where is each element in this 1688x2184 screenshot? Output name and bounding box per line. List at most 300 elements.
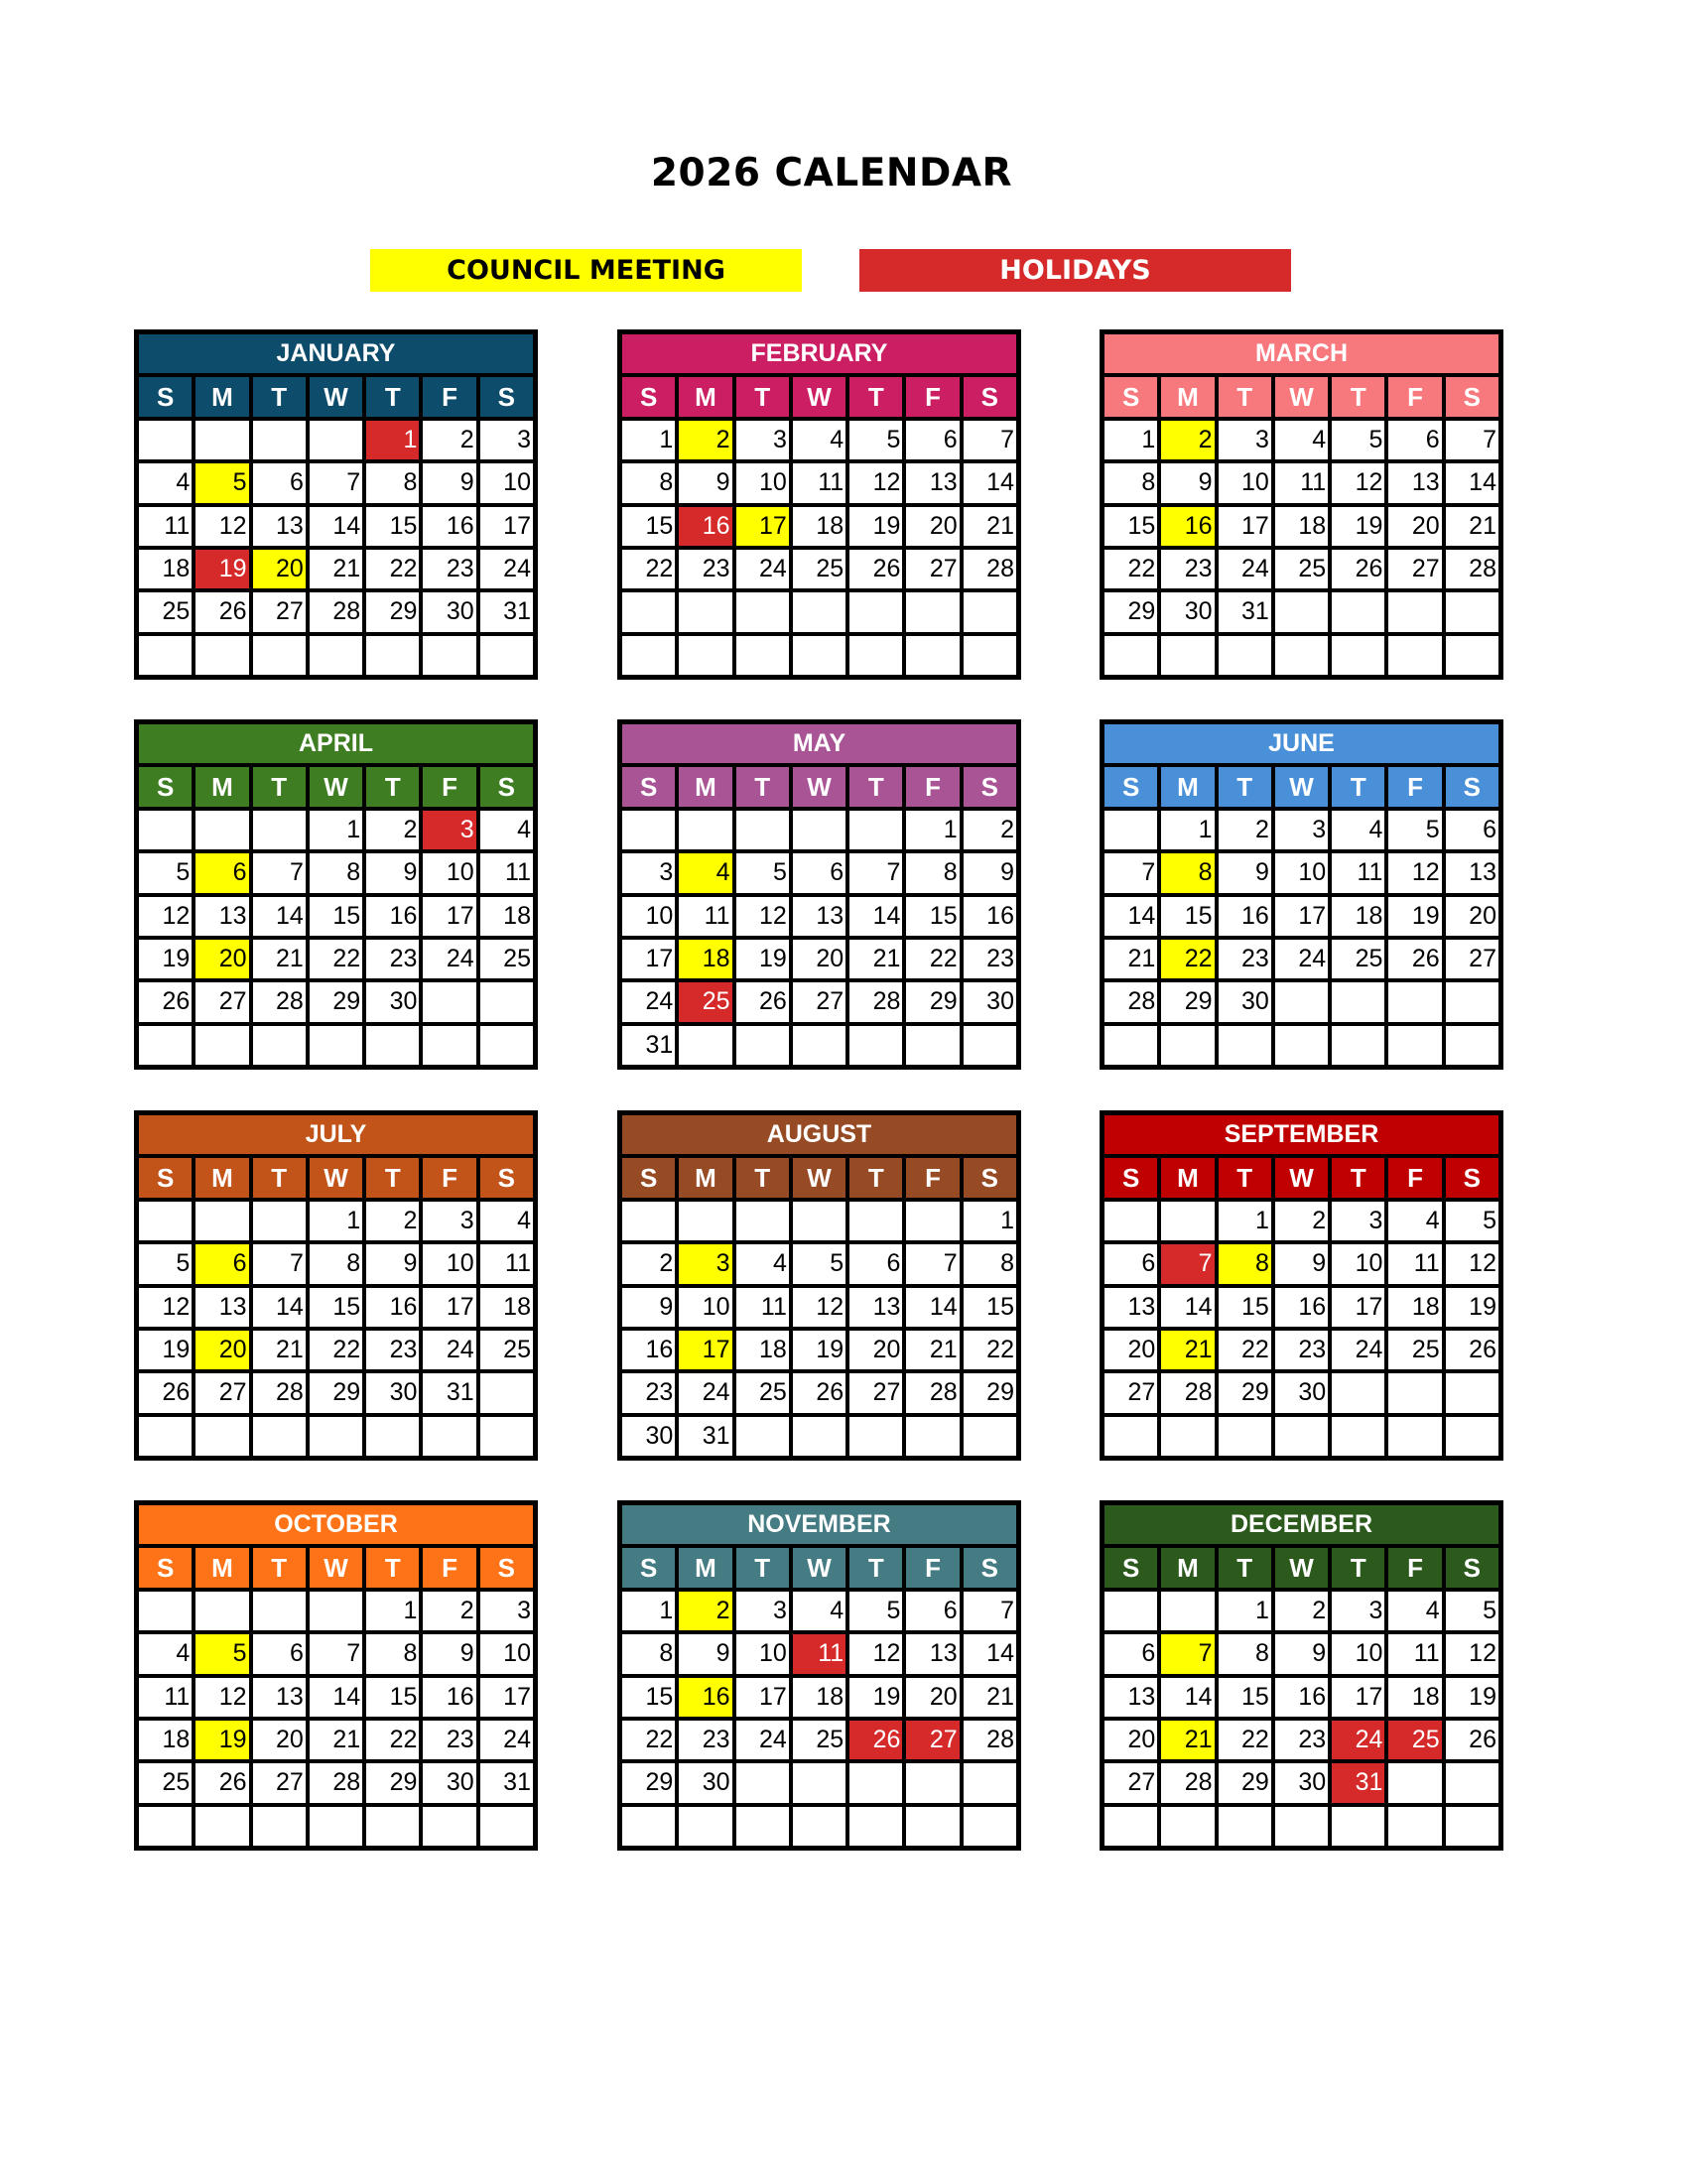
day-cell-empty	[1446, 1026, 1498, 1065]
day-cell: 12	[736, 897, 789, 936]
month-june	[1100, 719, 1503, 1070]
day-cell: 17	[423, 1288, 475, 1327]
day-cell: 24	[1219, 550, 1271, 588]
day-cell-empty	[423, 1807, 475, 1846]
day-cell: 26	[1388, 940, 1441, 978]
day-cell-empty	[964, 1807, 1016, 1846]
day-cell: 28	[964, 550, 1016, 588]
day-cell: 4	[1388, 1592, 1441, 1630]
weekday-label: S	[964, 767, 1016, 806]
day-cell: 5	[849, 421, 902, 459]
day-cell: 23	[964, 940, 1016, 978]
day-cell: 3	[1219, 421, 1271, 459]
day-cell: 17	[736, 1678, 789, 1717]
day-cell: 5	[1446, 1592, 1498, 1630]
day-cell: 3	[1275, 811, 1328, 849]
day-cell: 8	[1219, 1634, 1271, 1673]
day-cell: 28	[253, 1373, 306, 1412]
legend-holidays: HOLIDAYS	[859, 249, 1291, 292]
day-cell-empty	[622, 1807, 675, 1846]
day-cell-empty	[253, 1417, 306, 1456]
weekday-label: F	[423, 767, 475, 806]
weekday-label: T	[253, 1158, 306, 1197]
day-cell-empty	[1161, 1592, 1214, 1630]
day-cell-empty	[253, 1202, 306, 1240]
weekday-label: M	[195, 377, 248, 416]
day-cell: 30	[1275, 1763, 1328, 1802]
day-cell: 15	[1219, 1288, 1271, 1327]
day-cell-empty	[423, 1026, 475, 1065]
day-cell-empty	[1388, 1373, 1441, 1412]
day-cell: 30	[1275, 1373, 1328, 1412]
day-cell: 9	[366, 853, 419, 892]
day-cell-empty	[1446, 1373, 1498, 1412]
day-cell: 2	[423, 421, 475, 459]
day-cell: 5	[793, 1244, 845, 1283]
day-cell: 6	[1446, 811, 1498, 849]
day-cell-empty	[195, 421, 248, 459]
day-cell-empty	[139, 1417, 192, 1456]
day-cell: 13	[849, 1288, 902, 1327]
weekday-label: S	[1104, 767, 1157, 806]
day-cell-empty	[849, 636, 902, 675]
day-cell: 29	[964, 1373, 1016, 1412]
day-cell: 10	[622, 897, 675, 936]
day-cell: 25	[1388, 1331, 1441, 1369]
day-cell: 9	[1275, 1634, 1328, 1673]
weekday-label: S	[1446, 1158, 1498, 1197]
day-cell-council-meeting: 6	[195, 1244, 248, 1283]
weekday-label: T	[1219, 1548, 1271, 1587]
day-cell-empty	[1332, 1026, 1384, 1065]
day-cell-empty	[310, 1592, 362, 1630]
day-cell: 20	[906, 1678, 959, 1717]
weekday-label: T	[849, 377, 902, 416]
day-cell: 1	[1219, 1202, 1271, 1240]
day-cell-empty	[1388, 1763, 1441, 1802]
day-cell: 3	[480, 1592, 533, 1630]
day-cell: 31	[480, 592, 533, 631]
day-cell: 3	[423, 1202, 475, 1240]
day-cell: 21	[964, 507, 1016, 546]
day-cell-empty	[1446, 592, 1498, 631]
day-cell: 17	[1332, 1678, 1384, 1717]
weekday-label: S	[1446, 767, 1498, 806]
day-cell: 8	[622, 463, 675, 502]
day-cell: 18	[1275, 507, 1328, 546]
day-cell: 14	[849, 897, 902, 936]
day-cell: 13	[1446, 853, 1498, 892]
day-cell: 26	[849, 550, 902, 588]
day-cell-empty	[195, 636, 248, 675]
day-cell: 29	[1161, 982, 1214, 1021]
day-cell-empty	[736, 1417, 789, 1456]
day-cell: 3	[1332, 1592, 1384, 1630]
day-cell: 21	[906, 1331, 959, 1369]
day-cell: 21	[253, 940, 306, 978]
day-cell-empty	[1388, 636, 1441, 675]
day-cell: 14	[1104, 897, 1157, 936]
day-cell: 23	[1275, 1721, 1328, 1759]
day-cell: 23	[622, 1373, 675, 1412]
weekday-label: S	[964, 377, 1016, 416]
day-cell: 13	[1388, 463, 1441, 502]
day-cell: 12	[1332, 463, 1384, 502]
day-cell: 25	[1332, 940, 1384, 978]
day-cell: 22	[366, 1721, 419, 1759]
day-cell-empty	[1275, 982, 1328, 1021]
day-cell: 14	[253, 1288, 306, 1327]
day-cell: 23	[1275, 1331, 1328, 1369]
day-cell: 19	[849, 507, 902, 546]
day-cell-holiday: 31	[1332, 1763, 1384, 1802]
day-cell: 24	[1332, 1331, 1384, 1369]
day-cell-empty	[1104, 636, 1157, 675]
day-cell-empty	[253, 1026, 306, 1065]
day-cell: 4	[480, 1202, 533, 1240]
month-november	[617, 1500, 1021, 1851]
weekday-label: F	[906, 767, 959, 806]
day-cell-council-meeting: 18	[679, 940, 731, 978]
day-cell: 31	[622, 1026, 675, 1065]
day-cell: 9	[622, 1288, 675, 1327]
weekday-label: M	[679, 767, 731, 806]
day-cell: 1	[366, 1592, 419, 1630]
day-cell-empty	[1104, 1592, 1157, 1630]
day-cell-council-meeting: 17	[679, 1331, 731, 1369]
weekday-label: S	[622, 377, 675, 416]
day-cell-empty	[139, 1592, 192, 1630]
day-cell-council-meeting: 7	[1161, 1634, 1214, 1673]
weekday-label: S	[139, 377, 192, 416]
month-header: AUGUST	[622, 1115, 1016, 1154]
day-cell: 9	[1219, 853, 1271, 892]
weekday-label: F	[423, 377, 475, 416]
day-cell: 25	[793, 1721, 845, 1759]
day-cell-empty	[1332, 1807, 1384, 1846]
day-cell: 15	[622, 1678, 675, 1717]
weekday-label: W	[793, 767, 845, 806]
day-cell: 7	[253, 853, 306, 892]
day-cell: 16	[1219, 897, 1271, 936]
day-cell: 6	[1104, 1634, 1157, 1673]
month-july	[134, 1110, 538, 1461]
weekday-label: S	[480, 1548, 533, 1587]
day-cell-empty	[195, 1202, 248, 1240]
day-cell-council-meeting: 2	[679, 1592, 731, 1630]
day-cell-empty	[1219, 1417, 1271, 1456]
day-cell-empty	[736, 811, 789, 849]
day-cell-council-meeting: 5	[195, 463, 248, 502]
day-cell: 23	[366, 940, 419, 978]
day-cell: 7	[310, 1634, 362, 1673]
day-cell: 8	[964, 1244, 1016, 1283]
day-cell-empty	[1446, 1763, 1498, 1802]
day-cell: 29	[906, 982, 959, 1021]
day-cell-empty	[622, 592, 675, 631]
weekday-label: T	[736, 767, 789, 806]
day-cell: 27	[1446, 940, 1498, 978]
day-cell-empty	[1219, 1807, 1271, 1846]
weekday-label: S	[1104, 1158, 1157, 1197]
day-cell: 1	[1104, 421, 1157, 459]
day-cell: 18	[793, 507, 845, 546]
day-cell: 13	[793, 897, 845, 936]
day-cell: 20	[253, 1721, 306, 1759]
day-cell-empty	[964, 1417, 1016, 1456]
day-cell-empty	[964, 1763, 1016, 1802]
weekday-label: T	[849, 1158, 902, 1197]
day-cell: 20	[1388, 507, 1441, 546]
day-cell: 24	[622, 982, 675, 1021]
day-cell: 24	[679, 1373, 731, 1412]
weekday-label: S	[1104, 377, 1157, 416]
day-cell-empty	[1104, 811, 1157, 849]
weekday-label: S	[1104, 1548, 1157, 1587]
day-cell: 13	[195, 1288, 248, 1327]
day-cell-empty	[622, 636, 675, 675]
day-cell: 8	[1104, 463, 1157, 502]
day-cell: 19	[139, 940, 192, 978]
day-cell: 8	[622, 1634, 675, 1673]
day-cell: 21	[1104, 940, 1157, 978]
month-header: MAY	[622, 724, 1016, 763]
day-cell: 21	[310, 550, 362, 588]
day-cell: 27	[253, 592, 306, 631]
day-cell: 22	[906, 940, 959, 978]
day-cell-empty	[622, 1202, 675, 1240]
day-cell: 6	[793, 853, 845, 892]
day-cell: 21	[1446, 507, 1498, 546]
day-cell: 10	[1219, 463, 1271, 502]
day-cell: 7	[253, 1244, 306, 1283]
day-cell: 28	[964, 1721, 1016, 1759]
day-cell: 18	[139, 550, 192, 588]
day-cell: 15	[310, 897, 362, 936]
day-cell: 8	[366, 1634, 419, 1673]
day-cell: 4	[139, 463, 192, 502]
day-cell-empty	[1104, 1417, 1157, 1456]
day-cell-empty	[1161, 1417, 1214, 1456]
day-cell-holiday: 19	[195, 550, 248, 588]
day-cell-empty	[736, 1763, 789, 1802]
day-cell: 10	[1332, 1244, 1384, 1283]
day-cell: 8	[310, 1244, 362, 1283]
legend-council-meeting: COUNCIL MEETING	[370, 249, 802, 292]
day-cell-empty	[1275, 636, 1328, 675]
month-october	[134, 1500, 538, 1851]
weekday-label: M	[679, 1158, 731, 1197]
day-cell-empty	[1388, 1417, 1441, 1456]
day-cell: 10	[1332, 1634, 1384, 1673]
day-cell: 10	[480, 463, 533, 502]
day-cell: 6	[1388, 421, 1441, 459]
month-header: JUNE	[1104, 724, 1498, 763]
day-cell: 16	[423, 507, 475, 546]
day-cell: 12	[195, 507, 248, 546]
day-cell: 28	[253, 982, 306, 1021]
day-cell: 22	[310, 940, 362, 978]
month-december	[1100, 1500, 1503, 1851]
day-cell: 26	[1446, 1331, 1498, 1369]
day-cell-empty	[139, 811, 192, 849]
month-august	[617, 1110, 1021, 1461]
day-cell-holiday: 25	[1388, 1721, 1441, 1759]
weekday-label: T	[849, 1548, 902, 1587]
day-cell-empty	[1219, 1026, 1271, 1065]
day-cell: 20	[1446, 897, 1498, 936]
day-cell: 31	[1219, 592, 1271, 631]
weekday-label: M	[1161, 767, 1214, 806]
day-cell: 11	[480, 853, 533, 892]
day-cell: 25	[480, 1331, 533, 1369]
day-cell-empty	[793, 811, 845, 849]
day-cell: 17	[480, 1678, 533, 1717]
month-header: FEBRUARY	[622, 334, 1016, 373]
day-cell-empty	[793, 1026, 845, 1065]
day-cell: 19	[1446, 1288, 1498, 1327]
day-cell-empty	[480, 1373, 533, 1412]
day-cell-holiday: 25	[679, 982, 731, 1021]
weekday-label: T	[1332, 377, 1384, 416]
weekday-label: T	[1219, 377, 1271, 416]
weekday-label: W	[1275, 767, 1328, 806]
day-cell-council-meeting: 16	[1161, 507, 1214, 546]
day-cell-empty	[849, 1202, 902, 1240]
day-cell-holiday: 26	[849, 1721, 902, 1759]
day-cell-council-meeting: 17	[736, 507, 789, 546]
day-cell-holiday: 24	[1332, 1721, 1384, 1759]
weekday-label: S	[964, 1158, 1016, 1197]
day-cell: 3	[736, 421, 789, 459]
day-cell: 9	[423, 1634, 475, 1673]
day-cell: 4	[1332, 811, 1384, 849]
day-cell: 18	[1332, 897, 1384, 936]
day-cell-holiday: 27	[906, 1721, 959, 1759]
day-cell: 7	[1104, 853, 1157, 892]
day-cell: 14	[310, 507, 362, 546]
weekday-label: M	[195, 1548, 248, 1587]
weekday-label: S	[1446, 377, 1498, 416]
day-cell: 20	[849, 1331, 902, 1369]
day-cell: 30	[622, 1417, 675, 1456]
day-cell: 4	[793, 421, 845, 459]
day-cell-empty	[195, 1807, 248, 1846]
day-cell-empty	[139, 1807, 192, 1846]
day-cell-empty	[480, 636, 533, 675]
day-cell: 25	[1275, 550, 1328, 588]
day-cell: 10	[480, 1634, 533, 1673]
day-cell: 30	[1161, 592, 1214, 631]
day-cell: 2	[366, 1202, 419, 1240]
day-cell: 18	[480, 1288, 533, 1327]
day-cell: 2	[1219, 811, 1271, 849]
day-cell: 4	[1388, 1202, 1441, 1240]
day-cell-empty	[1161, 636, 1214, 675]
day-cell-empty	[793, 1807, 845, 1846]
day-cell: 3	[480, 421, 533, 459]
month-january	[134, 329, 538, 680]
day-cell: 20	[1104, 1331, 1157, 1369]
day-cell-empty	[1275, 592, 1328, 631]
day-cell: 19	[1446, 1678, 1498, 1717]
weekday-label: S	[622, 767, 675, 806]
day-cell: 30	[423, 1763, 475, 1802]
day-cell-empty	[310, 1417, 362, 1456]
day-cell: 25	[139, 592, 192, 631]
day-cell: 17	[1275, 897, 1328, 936]
day-cell: 24	[736, 1721, 789, 1759]
weekday-label: W	[1275, 1548, 1328, 1587]
day-cell: 2	[366, 811, 419, 849]
day-cell: 27	[793, 982, 845, 1021]
day-cell: 30	[964, 982, 1016, 1021]
day-cell-empty	[1161, 1202, 1214, 1240]
day-cell-empty	[195, 1417, 248, 1456]
weekday-label: T	[736, 377, 789, 416]
day-cell: 23	[679, 1721, 731, 1759]
day-cell-empty	[1219, 636, 1271, 675]
day-cell-empty	[139, 421, 192, 459]
day-cell: 28	[906, 1373, 959, 1412]
day-cell-holiday: 3	[423, 811, 475, 849]
day-cell: 23	[423, 1721, 475, 1759]
day-cell-council-meeting: 5	[195, 1634, 248, 1673]
day-cell-empty	[253, 421, 306, 459]
weekday-label: W	[310, 1158, 362, 1197]
weekday-label: W	[310, 377, 362, 416]
day-cell-empty	[736, 1807, 789, 1846]
day-cell-empty	[906, 1417, 959, 1456]
weekday-label: F	[1388, 767, 1441, 806]
day-cell: 16	[366, 1288, 419, 1327]
day-cell: 13	[195, 897, 248, 936]
weekday-label: F	[906, 377, 959, 416]
day-cell: 5	[139, 853, 192, 892]
weekday-label: M	[679, 377, 731, 416]
day-cell: 27	[195, 1373, 248, 1412]
day-cell: 16	[1275, 1288, 1328, 1327]
day-cell: 27	[849, 1373, 902, 1412]
weekday-label: T	[366, 767, 419, 806]
day-cell-holiday: 7	[1161, 1244, 1214, 1283]
day-cell: 9	[366, 1244, 419, 1283]
day-cell-empty	[310, 1807, 362, 1846]
day-cell: 8	[310, 853, 362, 892]
day-cell: 28	[310, 1763, 362, 1802]
day-cell: 4	[793, 1592, 845, 1630]
day-cell-empty	[1332, 982, 1384, 1021]
day-cell: 30	[366, 1373, 419, 1412]
day-cell: 4	[1275, 421, 1328, 459]
day-cell: 10	[423, 1244, 475, 1283]
day-cell-empty	[622, 811, 675, 849]
day-cell: 3	[622, 853, 675, 892]
day-cell-empty	[1275, 1026, 1328, 1065]
day-cell: 14	[1446, 463, 1498, 502]
day-cell: 3	[1332, 1202, 1384, 1240]
day-cell: 6	[253, 463, 306, 502]
day-cell: 10	[679, 1288, 731, 1327]
day-cell-empty	[1332, 636, 1384, 675]
day-cell-empty	[1446, 1417, 1498, 1456]
day-cell: 26	[793, 1373, 845, 1412]
day-cell-empty	[1446, 1807, 1498, 1846]
weekday-label: T	[1219, 1158, 1271, 1197]
day-cell: 5	[1388, 811, 1441, 849]
day-cell: 14	[310, 1678, 362, 1717]
day-cell: 28	[1161, 1763, 1214, 1802]
